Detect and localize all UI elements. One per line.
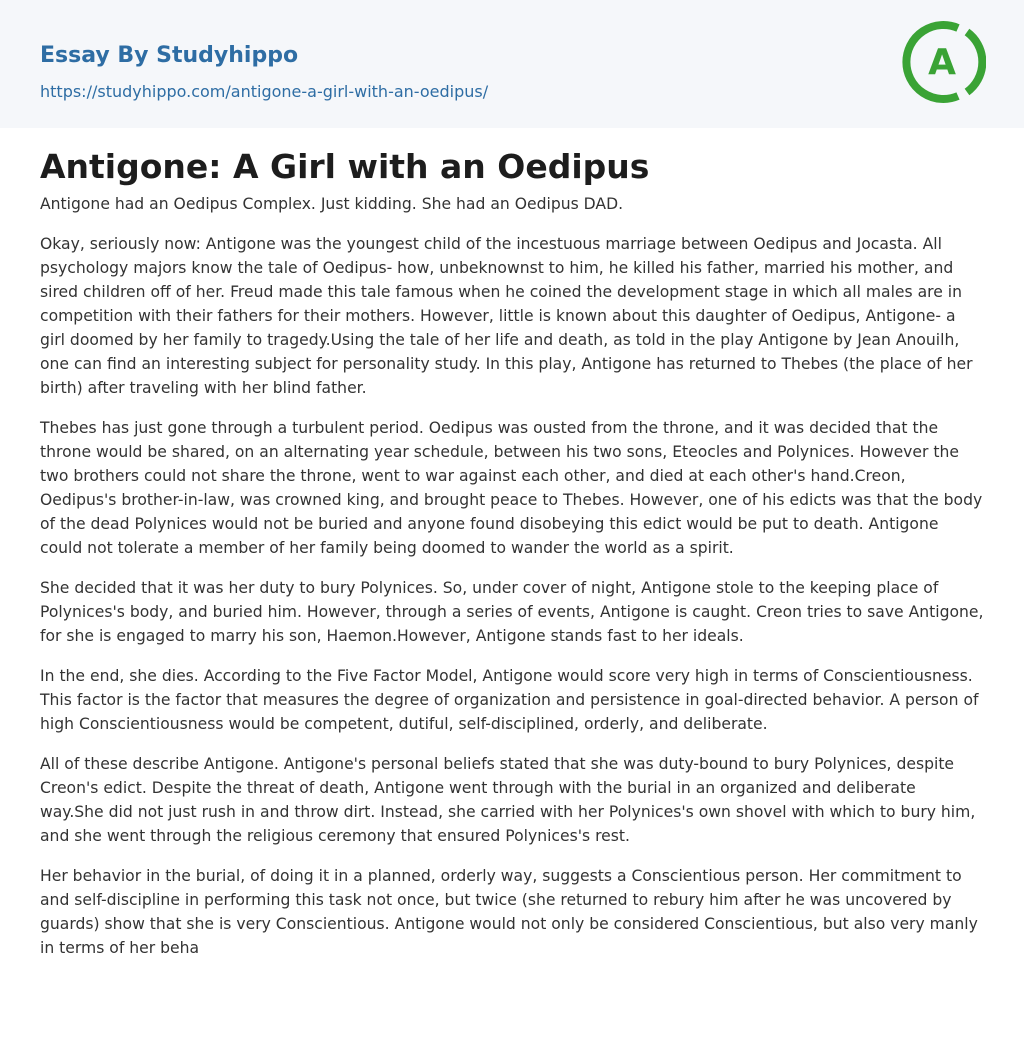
paragraph-7: Her behavior in the burial, of doing it in a planned, orderly way, suggests a Conscientious person. Her commitment to and self-discipline in performing this task not once, but twice (she returned to rebury him after he was uncovered by guards) show that she is very Conscientious. Antigone would not only be considered Conscientious, but also very manly in terms of her beha bbox=[40, 867, 978, 957]
logo-letter: A bbox=[928, 42, 956, 83]
site-title[interactable]: Essay By Studyhippo bbox=[40, 43, 299, 68]
essay-url-link[interactable]: https://studyhippo.com/antigone-a-girl-with-an-oedipus/ bbox=[40, 82, 489, 101]
studyhippo-logo-icon[interactable] bbox=[898, 18, 986, 106]
site-header bbox=[0, 0, 1024, 128]
paragraph-5: In the end, she dies. According to the Five Factor Model, Antigone would score very high in terms of Conscientiousness. This factor is the factor that measures the degree of organization and persistence in goal-directed behavior. A person of high Conscientiousness would be competent, dutiful, self-disciplined, orderly, and deliberate. bbox=[40, 667, 979, 733]
paragraph-3: Thebes has just gone through a turbulent period. Oedipus was ousted from the throne, and it was decided that the throne would be shared, on an alternating year schedule, between his two sons, Eteocles and Polynices. However the two brothers could not share the throne, went to war against each other, and died at each other's hand.Creon, Oedipus's brother-in-law, was crowned king, and brought peace to Thebes. However, one of his edicts was that the body of the dead Polynices would not be buried and anyone found disobeying this edict would be put to death. Antigone could not tolerate a member of her family being doomed to wander the world as a spirit. bbox=[40, 419, 983, 557]
paragraph-1: Antigone had an Oedipus Complex. Just kidding. She had an Oedipus DAD. bbox=[40, 195, 624, 213]
page-title: Antigone: A Girl with an Oedipus bbox=[40, 147, 650, 186]
article-body bbox=[0, 146, 1024, 960]
paragraph-2: Okay, seriously now: Antigone was the youngest child of the incestuous marriage between Oedipus and Jocasta. All psychology majors know the tale of Oedipus- how, unbeknownst to him, he killed his father, married his mother, and sired children off of her. Freud made this tale famous when he coined the development stage in which all males are in competition with their fathers for their mothers. However, little is known about this daughter of Oedipus, Antigone- a girl doomed by her family to tragedy.Using the tale of her life and death, as told in the play Antigone by Jean Anouilh, one can find an interesting subject for personality study. In this play, Antigone has returned to Thebes (the place of her birth) after traveling with her blind father. bbox=[40, 235, 973, 397]
paragraph-6: All of these describe Antigone. Antigone's personal beliefs stated that she was duty-bound to bury Polynices, despite Creon's edict. Despite the threat of death, Antigone went through with the burial in an organized and deliberate way.She did not just rush in and throw dirt. Instead, she carried with her Polynices's own shovel with which to bury him, and she went through the religious ceremony that ensured Polynices's rest. bbox=[40, 755, 976, 845]
paragraph-4: She decided that it was her duty to bury Polynices. So, under cover of night, Antigone stole to the keeping place of Polynices's body, and buried him. However, through a series of events, Antigone is caught. Creon tries to save Antigone, for she is engaged to marry his son, Haemon.However, Antigone stands fast to her ideals. bbox=[40, 579, 984, 645]
